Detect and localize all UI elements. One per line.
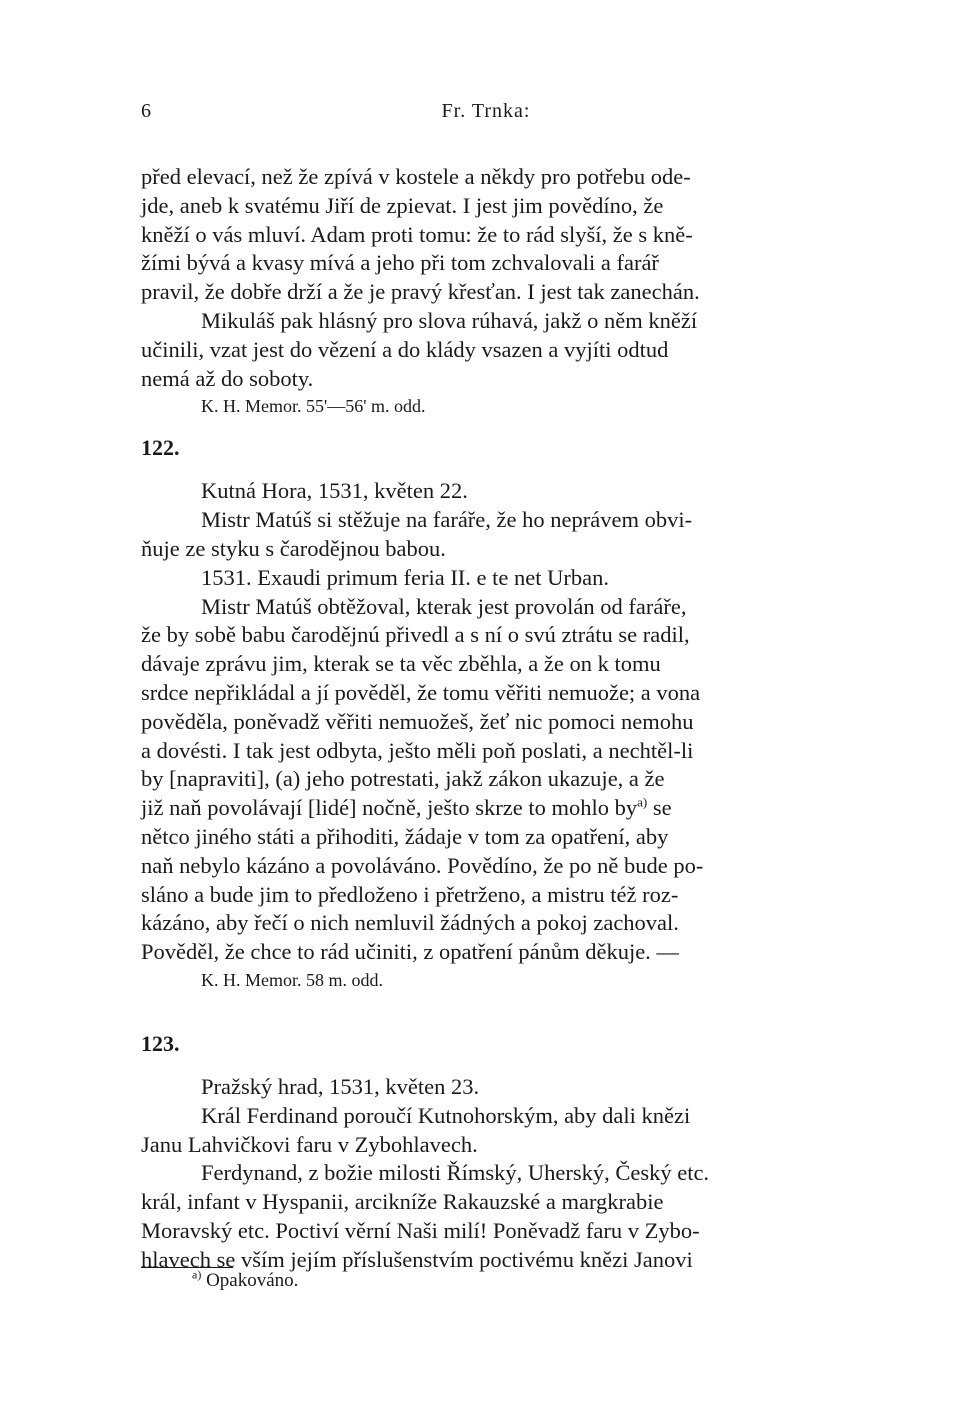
text-line: jde, aneb k svatému Jiří de zpievat. I jest jim povědíno, že <box>141 192 664 218</box>
text-fragment: se <box>647 795 672 821</box>
page-header <box>141 100 831 130</box>
text-line: Pověděl, že chce to rád učiniti, z opatření pánům děkuje. — <box>141 939 679 965</box>
footnote-text: Opakováno. <box>206 1270 299 1291</box>
text-line-with-footnote <box>141 794 831 823</box>
text-line: sláno a bude jim to předloženo i přetrženo, a mistru též roz- <box>141 881 679 907</box>
text-line: kázáno, aby řečí o nich nemluvil žádných a pokoj zachoval. <box>141 910 679 936</box>
text-fragment: již naň povolávají [lidé] nočně, ješto skrze to mohlo by <box>141 795 638 821</box>
footnote-reference: a) <box>637 794 648 810</box>
summary-line: Mistr Matúš si stěžuje na faráře, že ho neprávem obvi- <box>201 507 693 533</box>
source-reference: K. H. Memor. 55'—56' m. odd. <box>201 396 426 417</box>
page-number: 6 <box>141 100 151 122</box>
text-line: pravil, že dobře drží a že je pravý křesťan. I jest tak zanechán. <box>141 279 700 305</box>
text-line: král, infant v Hyspanii, arcikníže Rakauzské a margkrabie <box>141 1189 664 1215</box>
text-line: nětco jiného státi a přihoditi, žádaje v tom za opatření, aby <box>141 823 669 849</box>
text-line: hlavech se vším jejím příslušenstvím poctivému knězi Janovi <box>141 1246 693 1272</box>
text-line: že by sobě babu čarodějnú přivedl a s ní o svú ztrátu se radil, <box>141 622 690 648</box>
text-line: srdce nepřikládal a jí pověděl, že tomu věřiti nemuože; a vona <box>141 679 701 705</box>
text-line: naň nebylo kázáno a povoláváno. Povědíno, že po ně bude po- <box>141 852 704 878</box>
text-line: dávaje zprávu jim, kterak se ta věc zběhla, a že on k tomu <box>141 651 661 677</box>
summary-line: ňuje ze styku s čarodějnou babou. <box>141 535 446 561</box>
place-date: Kutná Hora, 1531, květen 22. <box>201 478 468 504</box>
text-line: Moravský etc. Poctiví věrní Naši milí! Poněvadž faru v Zybo- <box>141 1217 700 1243</box>
entry-number: 122. <box>141 435 180 461</box>
text-line: a dovésti. I tak jest odbyta, ješto měli poň poslati, a nechtěl-li <box>141 737 694 763</box>
text-line: před elevací, než že zpívá v kostele a někdy pro potřebu ode- <box>141 164 691 189</box>
text-line: Mikuláš pak hlásný pro slova rúhavá, jakž o něm kněží <box>201 307 698 333</box>
text-line: Mistr Matúš obtěžoval, kterak jest provolán od faráře, <box>201 593 687 619</box>
running-title: Fr. Trnka: <box>441 100 531 122</box>
dating-line: 1531. Exaudi primum feria II. e te net Urban. <box>201 564 609 590</box>
text-line: Ferdynand, z božie milosti Římský, Uherský, Český etc. <box>201 1160 710 1186</box>
entry-number: 123. <box>141 1030 180 1056</box>
page-body <box>141 163 831 1275</box>
text-line: by [napraviti], (a) jeho potrestati, jakž zákon ukazuje, a že <box>141 766 665 792</box>
text-line: žími bývá a kvasy mívá a jeho při tom zchvalovali a farář <box>141 250 659 276</box>
text-line: pověděla, poněvadž věřiti nemuožeš, žeť nic pomoci nemohu <box>141 708 694 734</box>
text-line: kněží o vás mluví. Adam proti tomu: že to rád slyší, že s kně- <box>141 221 693 247</box>
source-reference: K. H. Memor. 58 m. odd. <box>201 969 383 990</box>
summary-line: Janu Lahvičkovi faru v Zybohlavech. <box>141 1131 478 1157</box>
text-line: učinili, vzat jest do vězení a do klády vsazen a vyjíti odtud <box>141 336 669 362</box>
footnote-marker: a) <box>192 1267 202 1282</box>
place-date: Pražský hrad, 1531, květen 23. <box>201 1073 480 1099</box>
footnote <box>192 1268 298 1294</box>
text-line: nemá až do soboty. <box>141 365 314 391</box>
summary-line: Král Ferdinand poroučí Kutnohorským, aby dali knězi <box>201 1102 691 1128</box>
